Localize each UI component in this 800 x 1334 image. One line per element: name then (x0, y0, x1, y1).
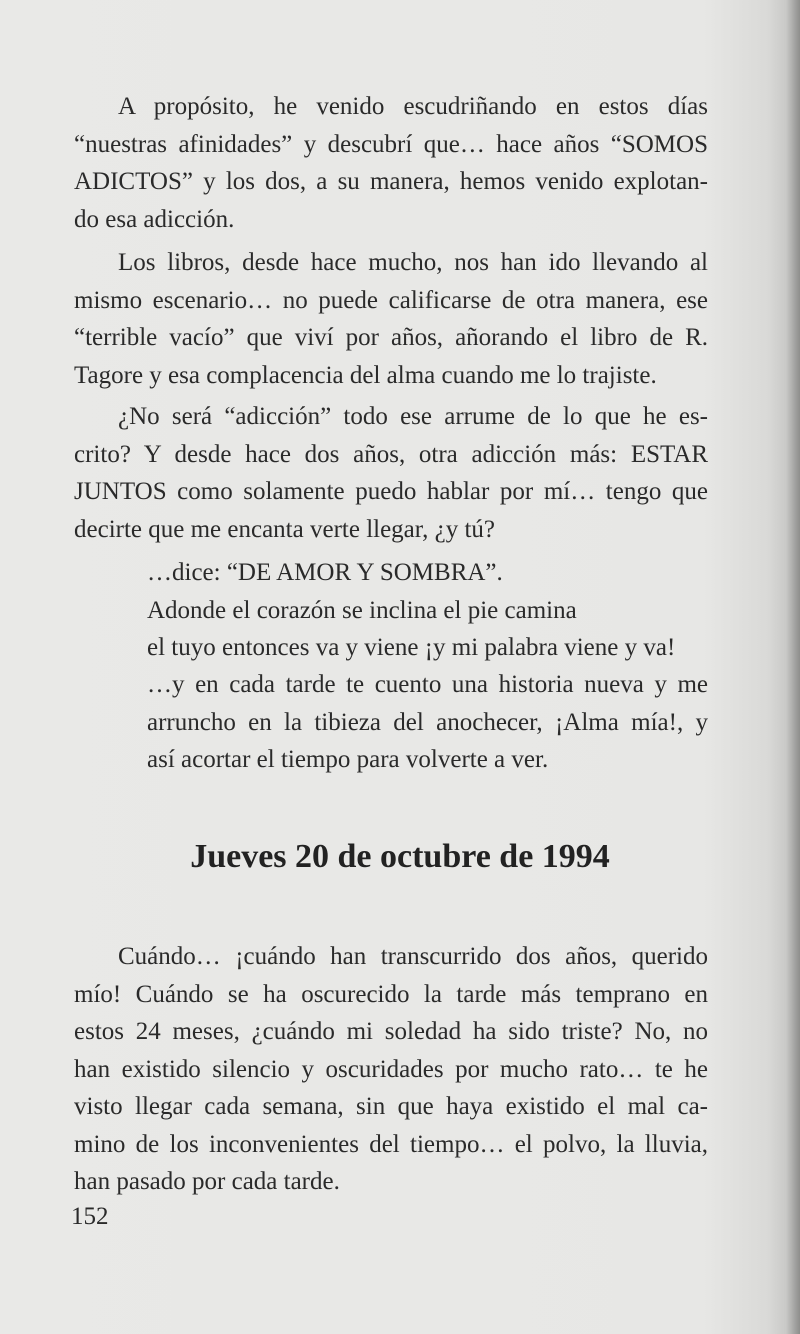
text-line: Cuándo… ¡cuándo han transcurrido dos años, querido (118, 943, 708, 970)
text-line: “nuestras afinidades” y descubrí que… hace años “SOMOS (74, 130, 708, 158)
text-line: arruncho en la tibieza del anochecer, ¡Alma mía!, y (147, 708, 708, 736)
paragraph-1 (74, 88, 708, 238)
text-line: mismo escenario… no puede calificarse de otra manera, ese (74, 286, 708, 314)
text-line: visto llegar cada semana, sin que haya existido el mal ca- (74, 1093, 708, 1120)
text-line: Tagore y esa complacencia del alma cuando me lo trajiste. (74, 361, 657, 389)
paragraph-5 (74, 938, 708, 1201)
spine-shadow (786, 0, 800, 1334)
text-line: mino de los inconvenientes del tiempo… el polvo, la lluvia, (74, 1130, 708, 1158)
text-line: JUNTOS como solamente puedo hablar por mí… tengo que (74, 478, 708, 505)
date-heading: Jueves 20 de octubre de 1994 (190, 838, 610, 875)
paragraph-2 (74, 244, 708, 394)
text-line: así acortar el tiempo para volverte a ver. (147, 746, 549, 773)
text-line: …y en cada tarde te cuento una historia nueva y me (147, 671, 708, 698)
paragraph-3 (74, 398, 708, 548)
text-line: ¿No será “adicción” todo ese arrume de lo que he es- (118, 403, 708, 430)
text-line: estos 24 meses, ¿cuándo mi soledad ha sido triste? No, no (74, 1018, 708, 1045)
text-line: ADICTOS” y los dos, a su manera, hemos venido explotan- (74, 168, 708, 195)
text-line: han existido silencio y oscuridades por mucho rato… te he (74, 1055, 708, 1083)
text-line: mío! Cuándo se ha oscurecido la tarde más temprano en (74, 980, 708, 1008)
paragraph-4 (74, 666, 708, 779)
text-line: A propósito, he venido escudriñando en estos días (118, 93, 708, 120)
verse-line: …dice: “DE AMOR Y SOMBRA”. (147, 559, 503, 586)
text-line: Los libros, desde hace mucho, nos han ido llevando al (118, 249, 708, 276)
verse-line: Adonde el corazón se inclina el pie camina (147, 596, 577, 624)
verse-line: el tuyo entonces va y viene ¡y mi palabra viene y va! (147, 634, 676, 661)
text-line: crito? Y desde hace dos años, otra adicción más: ESTAR (74, 440, 708, 468)
page-number: 152 (71, 1203, 109, 1230)
text-line: han pasado por cada tarde. (74, 1168, 340, 1195)
text-line: do esa adicción. (74, 205, 235, 233)
text-line: decirte que me encanta verte llegar, ¿y tú? (74, 515, 495, 543)
verse-quote (147, 554, 707, 667)
text-line: “terrible vacío” que viví por años, añorando el libro de R. (74, 324, 708, 351)
